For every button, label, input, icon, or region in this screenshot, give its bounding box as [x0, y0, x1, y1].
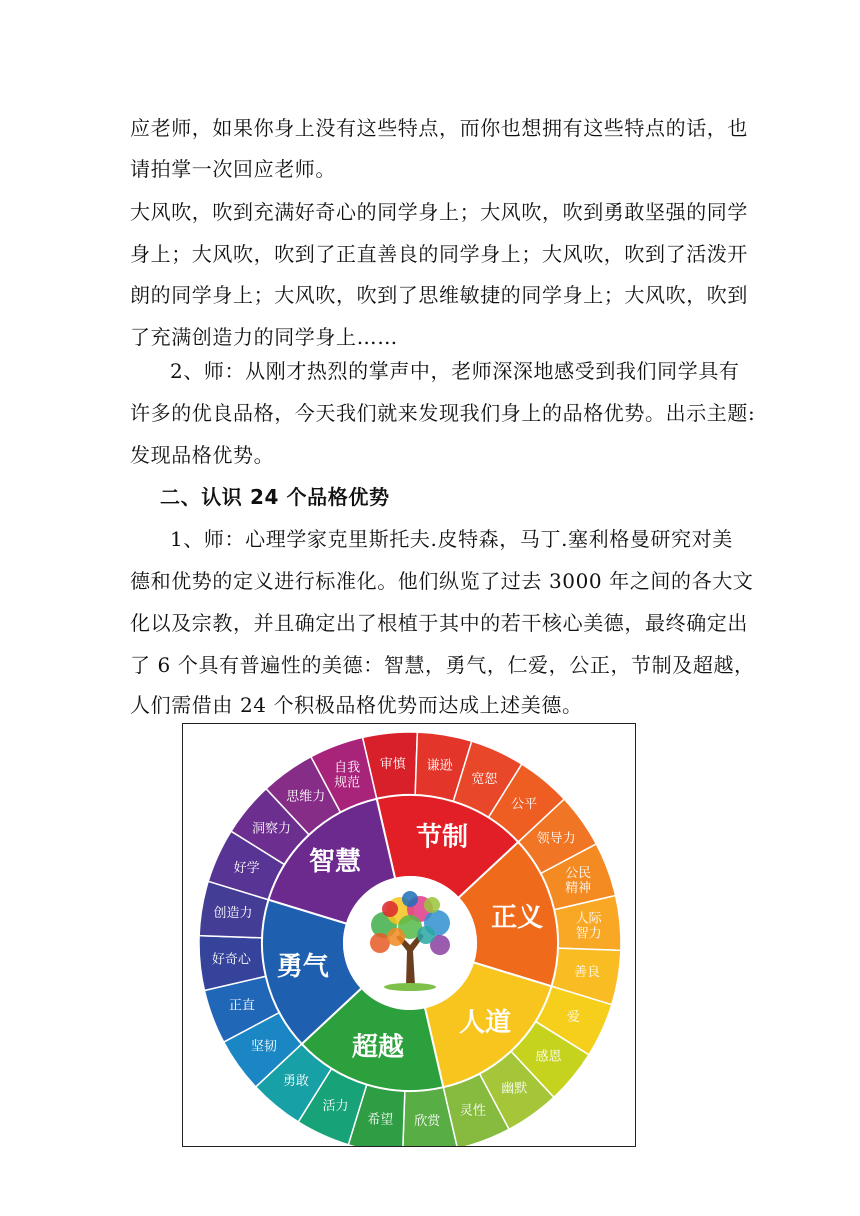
- text-line: 朗的同学身上；大风吹，吹到了思维敏捷的同学身上；大风吹，吹到: [130, 283, 748, 307]
- wheel-diagram: [183, 724, 635, 1146]
- virtue-label: 人道: [459, 1007, 512, 1038]
- section-heading: 二、认识 24 个品格优势: [160, 485, 390, 509]
- strength-label: 洞察力: [251, 821, 292, 837]
- strength-label-line: 精神: [565, 880, 592, 896]
- strength-label: 公平: [511, 796, 538, 812]
- text-line: 许多的优良品格，今天我们就来发现我们身上的品格优势。出示主题:: [130, 401, 756, 425]
- strength-label: 创造力: [213, 905, 253, 921]
- text-line: 大风吹，吹到充满好奇心的同学身上；大风吹，吹到勇敢坚强的同学: [130, 200, 748, 224]
- strength-label: [576, 911, 603, 941]
- strength-label-line: 人际: [575, 911, 602, 927]
- text-line: 了充满创造力的同学身上……: [130, 325, 398, 349]
- text-line: 身上；大风吹，吹到了正直善良的同学身上；大风吹，吹到了活泼开: [130, 242, 748, 266]
- text-line: 请拍掌一次回应老师。: [130, 157, 336, 181]
- strength-label: 谦逊: [426, 758, 453, 774]
- text-line: 德和优势的定义进行标准化。他们纵览了过去 3000 年之间的各大文: [130, 569, 754, 593]
- tree-foliage: [387, 928, 405, 946]
- strength-label: 希望: [367, 1112, 394, 1128]
- strength-label: 灵性: [459, 1103, 486, 1119]
- tree-foliage: [402, 891, 418, 907]
- text-line: 发现品格优势。: [130, 443, 275, 467]
- strength-label: 坚韧: [250, 1039, 277, 1055]
- strength-label-line: 智力: [575, 926, 602, 942]
- text-line: 2、师：从刚才热烈的掌声中，老师深深地感受到我们同学具有: [170, 359, 740, 383]
- strength-label: [565, 865, 591, 895]
- strength-label: 爱: [566, 1009, 580, 1025]
- strength-label-line: 规范: [334, 775, 361, 791]
- virtue-label: 智慧: [308, 847, 361, 878]
- strength-label: 好学: [233, 861, 260, 877]
- strength-label: 宽恕: [471, 772, 498, 788]
- strength-label: 正直: [228, 998, 255, 1014]
- text-line: 了 6 个具有普遍性的美德：智慧，勇气，仁爱，公正，节制及超越，: [130, 653, 755, 677]
- strength-label: 善良: [574, 965, 601, 981]
- virtue-label: 节制: [416, 822, 469, 853]
- strength-label: 活力: [322, 1098, 349, 1114]
- virtue-label: 超越: [351, 1032, 404, 1063]
- tree-foliage: [370, 933, 390, 953]
- strength-label-line: 自我: [334, 760, 361, 776]
- tree-foliage: [417, 926, 435, 944]
- tree-foliage: [424, 897, 440, 913]
- text-line: 化以及宗教，并且确定出了根植于其中的若干核心美德，最终确定出: [130, 611, 748, 635]
- text-line: 应老师，如果你身上没有这些特点，而你也想拥有这些特点的话，也: [130, 116, 748, 140]
- strength-label-line: 公民: [565, 865, 592, 881]
- strength-label: 勇敢: [282, 1074, 309, 1090]
- strength-label: 领导力: [536, 831, 576, 847]
- virtue-label: 勇气: [276, 952, 329, 983]
- strength-label: 感恩: [535, 1049, 562, 1065]
- virtue-label: 正义: [491, 902, 544, 933]
- strength-label: 幽默: [501, 1081, 528, 1097]
- character-strengths-wheel: [182, 723, 636, 1147]
- strength-label: [334, 760, 360, 790]
- tree-foliage: [382, 901, 398, 917]
- strength-label: 欣赏: [414, 1114, 441, 1130]
- strength-label: 思维力: [286, 789, 326, 805]
- text-line: 1、师：心理学家克里斯托夫.皮特森，马丁.塞利格曼研究对美: [170, 527, 733, 551]
- strength-label: 审慎: [379, 756, 406, 772]
- tree-ground: [384, 983, 436, 991]
- strength-label: 好奇心: [211, 952, 251, 968]
- text-line: 人们需借由 24 个积极品格优势而达成上述美德。: [130, 693, 583, 717]
